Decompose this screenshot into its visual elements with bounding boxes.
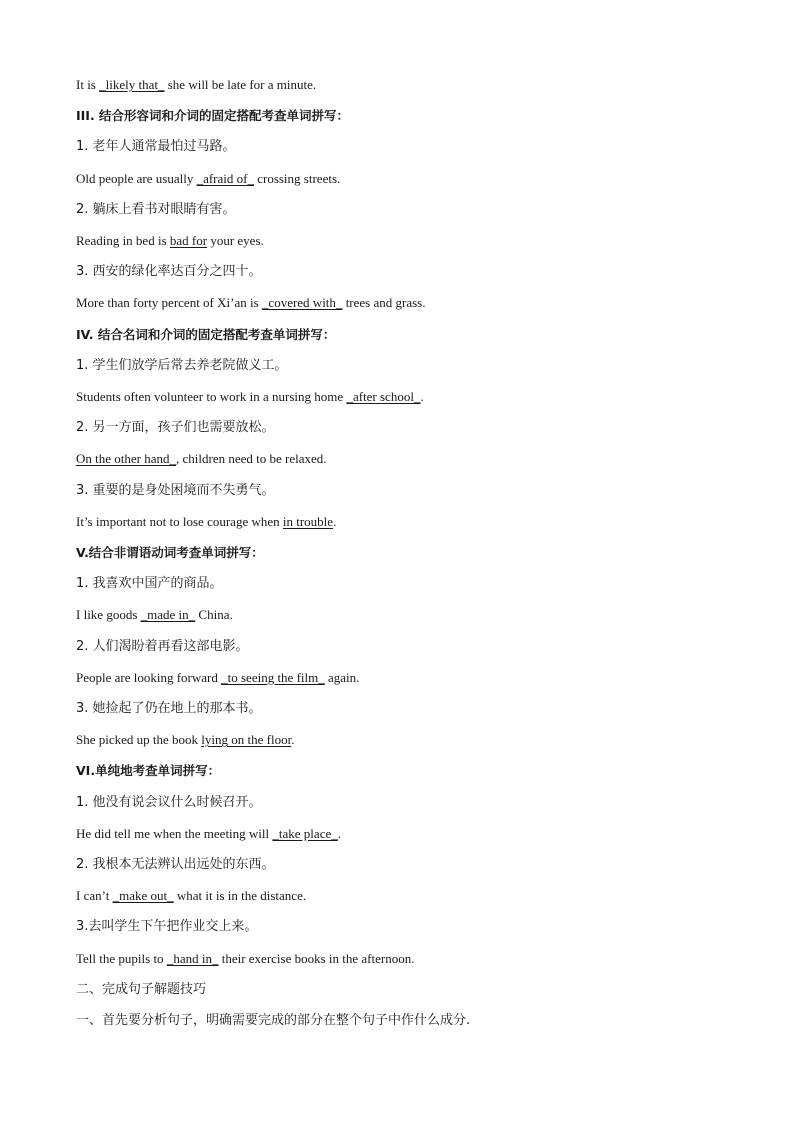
line-text: what it is in the distance. <box>173 888 307 904</box>
line-text: 二、完成句子解题技巧 <box>76 981 207 997</box>
answer-blank: _covered with_ <box>261 295 343 311</box>
line-text: again. <box>324 669 360 685</box>
english-sentence <box>76 606 233 624</box>
chinese-sentence <box>76 357 288 375</box>
line-text: 1. 他没有说会议什么时候召开。 <box>76 794 262 810</box>
line-text: 2. 躺床上看书对眼睛有害。 <box>76 201 236 217</box>
line-text: 3.去叫学生下午把作业交上来。 <box>76 919 258 935</box>
line-text: IV. 结合名词和介词的固定搭配考查单词拼写： <box>76 326 336 342</box>
english-sentence <box>76 825 341 843</box>
line-text: I like goods <box>76 607 141 623</box>
line-text: More than forty percent of Xi’an is <box>76 295 262 311</box>
line-text: It is <box>76 77 100 92</box>
chinese-sentence <box>76 201 236 219</box>
line-text: VI.单纯地考查单词拼写： <box>76 763 221 779</box>
chinese-sentence <box>76 918 257 936</box>
chinese-sentence <box>76 482 275 500</box>
line-text: 1. 老年人通常最怕过马路。 <box>76 139 236 155</box>
section-heading <box>76 762 220 780</box>
line-text: 1. 学生们放学后常去养老院做义工。 <box>76 357 288 373</box>
line-text: Students often volunteer to work in a nursing home <box>76 389 347 404</box>
chinese-sentence <box>76 700 262 718</box>
line-text: 3. 她捡起了仍在地上的那本书。 <box>76 701 262 716</box>
answer-blank: in trouble <box>282 513 334 529</box>
line-text: III. 结合形容词和介词的固定搭配考查单词拼写： <box>76 108 350 124</box>
english-sentence <box>76 170 340 188</box>
line-text: People are looking forward <box>76 669 222 685</box>
chinese-sentence <box>76 1012 470 1030</box>
english-sentence <box>76 950 414 968</box>
line-text: trees and grass. <box>342 295 426 311</box>
english-sentence <box>76 450 327 468</box>
line-text: crossing streets. <box>253 170 341 186</box>
line-text: . <box>420 389 424 404</box>
line-text: she will be late for a minute. <box>164 77 317 92</box>
line-text: . <box>291 732 295 748</box>
chinese-sentence <box>76 856 275 874</box>
line-text: Reading in bed is <box>76 233 170 248</box>
section-heading <box>76 107 349 125</box>
answer-blank: lying on the floor <box>201 732 292 748</box>
answer-blank: _afraid of_ <box>196 170 254 186</box>
section-heading <box>76 544 264 562</box>
english-sentence <box>76 731 294 749</box>
line-text: Tell the pupils to <box>76 950 167 966</box>
english-sentence <box>76 513 336 531</box>
answer-blank: _hand in_ <box>166 950 219 966</box>
line-text: Old people are usually <box>76 170 197 186</box>
chinese-sentence <box>76 575 223 593</box>
answer-blank: _take place_ <box>272 825 338 841</box>
answer-blank: _likely that_ <box>99 77 165 92</box>
english-sentence <box>76 232 264 250</box>
answer-blank: bad for <box>169 233 208 248</box>
section-heading <box>76 326 335 344</box>
line-text: , children need to be relaxed. <box>176 451 327 467</box>
line-text: 一、首先要分析句子，明确需要完成的部分在整个句子中作什么成分. <box>76 1013 471 1028</box>
line-text: China. <box>195 607 233 623</box>
answer-blank: _after school_ <box>346 389 421 404</box>
answer-blank: On the other hand_ <box>76 451 177 467</box>
line-text: 2. 人们渴盼着再看这部电影。 <box>76 638 249 654</box>
answer-blank: _made in_ <box>140 607 196 623</box>
chinese-sentence <box>76 981 206 999</box>
line-text: 2. 我根本无法辨认出远处的东西。 <box>76 857 275 872</box>
line-text: . <box>337 825 341 841</box>
line-text: She picked up the book <box>76 732 202 748</box>
chinese-sentence <box>76 138 236 156</box>
line-text: . <box>333 513 337 529</box>
line-text: 1. 我喜欢中国产的商品。 <box>76 576 223 592</box>
line-text: 3. 西安的绿化率达百分之四十。 <box>76 264 262 280</box>
line-text: He did tell me when the meeting will <box>76 825 273 841</box>
line-text: 2. 另一方面，孩子们也需要放松。 <box>76 420 275 436</box>
chinese-sentence <box>76 638 249 656</box>
english-sentence <box>76 388 424 406</box>
answer-blank: _make out_ <box>112 888 174 904</box>
line-text: I can’t <box>76 888 113 904</box>
line-text: It’s important not to lose courage when <box>76 513 283 529</box>
answer-blank: _to seeing the film_ <box>221 669 325 685</box>
english-sentence <box>76 76 316 94</box>
line-text: their exercise books in the afternoon. <box>218 950 415 966</box>
chinese-sentence <box>76 263 262 281</box>
english-sentence <box>76 887 306 905</box>
line-text: your eyes. <box>207 233 264 248</box>
line-text: V.结合非谓语动词考查单词拼写： <box>76 545 264 560</box>
english-sentence <box>76 294 425 312</box>
english-sentence <box>76 669 359 687</box>
line-text: 3. 重要的是身处困境而不失勇气。 <box>76 482 275 498</box>
chinese-sentence <box>76 794 262 812</box>
chinese-sentence <box>76 419 275 437</box>
